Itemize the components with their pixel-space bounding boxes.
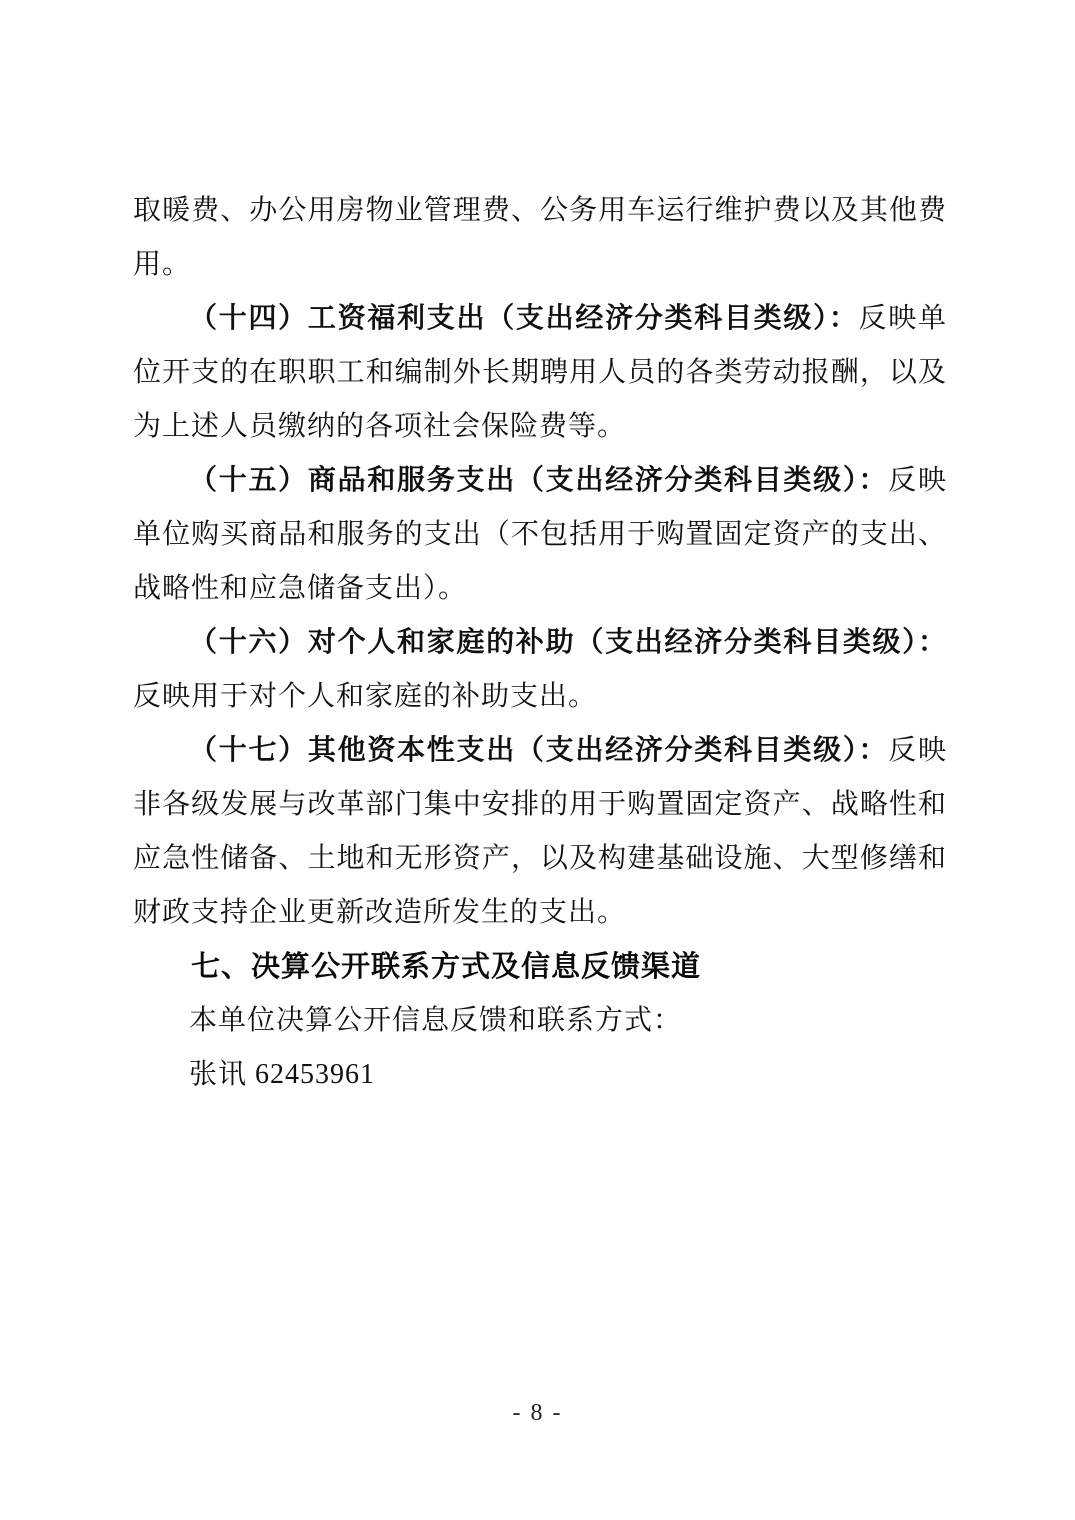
paragraph-lead: （十六）对个人和家庭的补助（支出经济分类科目类级）： [189, 627, 947, 658]
document-body [133, 184, 947, 1102]
paragraph-item-16 [133, 616, 947, 724]
paragraph-lead: （十七）其他资本性支出（支出经济分类科目类级）： [189, 735, 889, 766]
section-heading: 七、决算公开联系方式及信息反馈渠道 [191, 951, 702, 983]
paragraph-item-15 [133, 454, 947, 616]
paragraph-continuation [133, 184, 947, 292]
paragraph-item-17 [133, 724, 947, 940]
paragraph-lead: （十四）工资福利支出（支出经济分类科目类级）： [189, 303, 859, 334]
paragraph-lead: （十五）商品和服务支出（支出经济分类科目类级）： [189, 465, 889, 496]
page-number: - 8 - [512, 1400, 563, 1426]
paragraph-item-14 [133, 292, 947, 454]
paragraph-text: 反映非各级发展与改革部门集中安排的用于购置固定资产、战略性和应急性储备、土地和无形资产，以及构建基础设施、大型修缮和财政支持企业更新改造所发生的支出。 [133, 735, 947, 928]
paragraph-text: 反映单位购买商品和服务的支出（不包括用于购置固定资产的支出、战略性和应急储备支出）。 [133, 465, 947, 604]
paragraph-text: 反映用于对个人和家庭的补助支出。 [133, 681, 598, 712]
paragraph-text: 反映单位开支的在职职工和编制外长期聘用人员的各类劳动报酬，以及为上述人员缴纳的各项社会保险费等。 [133, 303, 947, 442]
contact-info-text: 张讯 62453961 [189, 1059, 376, 1090]
paragraph-contact-info [133, 1048, 947, 1102]
paragraph-contact-intro [133, 994, 947, 1048]
contact-intro-text: 本单位决算公开信息反馈和联系方式： [189, 1005, 683, 1036]
page-footer [0, 1398, 1075, 1428]
paragraph-text: 取暖费、办公用房物业管理费、公务用车运行维护费以及其他费用。 [133, 195, 947, 280]
